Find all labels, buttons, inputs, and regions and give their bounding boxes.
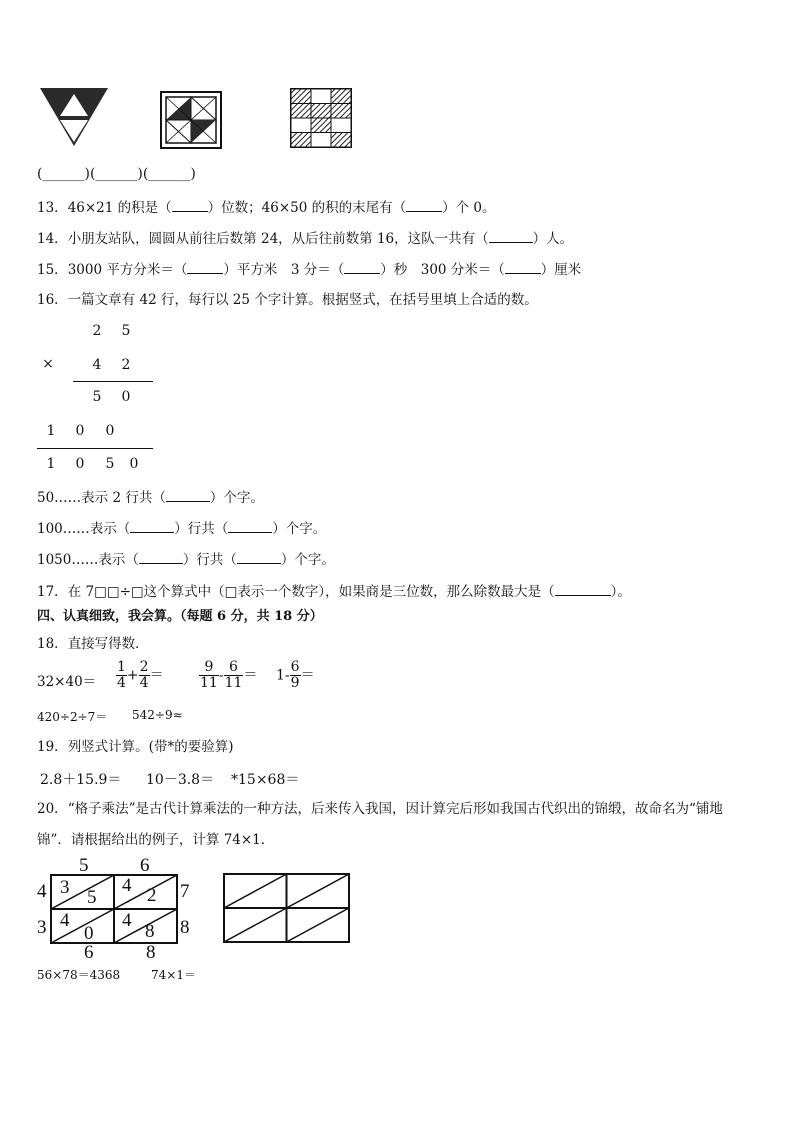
answer-blank-3[interactable]: ______ bbox=[148, 166, 191, 182]
question-18: 18．直接写得数． bbox=[37, 636, 149, 652]
figure-triangle bbox=[38, 86, 110, 148]
blank[interactable] bbox=[187, 261, 223, 274]
q19-expr-1: 2.8＋15.9＝ bbox=[40, 772, 122, 788]
q18-expr-1: 32×40＝ bbox=[37, 674, 97, 690]
q18-expr-4: 1- $\frac{6}{9}$ ＝ bbox=[276, 659, 315, 691]
question-14: 14．小朋友站队，圆圆从前往后数第 24，从后往前数第 16，这队一共有（ ）人。 bbox=[37, 231, 574, 247]
q19-expr-3: *15×68＝ bbox=[231, 772, 300, 788]
question-16: 16．一篇文章有 42 行，每行以 25 个字计算。根据竖式，在括号里填上合适的数。 bbox=[37, 292, 538, 308]
question-20-line2: 锦”．请根据给出的例子，计算 74×1． bbox=[37, 832, 275, 848]
blank[interactable] bbox=[555, 583, 611, 596]
q18-expr-3: $\frac{9}{11}$ - $\frac{6}{11}$ ＝ bbox=[200, 659, 258, 691]
q12-answer-row: (______)(______)(______) bbox=[37, 166, 196, 182]
figure-checker-grid bbox=[290, 88, 352, 148]
lattice-blank-grid[interactable] bbox=[223, 873, 350, 943]
blank[interactable] bbox=[406, 199, 442, 212]
q16-line-100: 100……表示（ ）行共（ ）个字。 bbox=[37, 521, 327, 537]
q16-line-50: 50……表示 2 行共（ ）个字。 bbox=[37, 490, 264, 506]
lattice-caption-example: 56×78＝4368 bbox=[37, 968, 121, 982]
blank[interactable] bbox=[344, 261, 380, 274]
question-19: 19．列竖式计算。(带*的要验算) bbox=[37, 739, 234, 755]
blank[interactable] bbox=[505, 261, 541, 274]
q16-line-1050: 1050……表示（ ）行共（ ）个字。 bbox=[37, 552, 335, 568]
answer-blank-1[interactable]: ______ bbox=[42, 166, 85, 182]
figure-square-diamond bbox=[160, 91, 222, 149]
q19-expr-2: 10－3.8＝ bbox=[146, 772, 215, 788]
question-20: 20．“格子乘法”是古代计算乘法的一种方法，后来传入我国，因计算完后形如我国古代织出的锦缎，故命名为“铺地 bbox=[37, 801, 723, 817]
question-13: 13．46×21 的积是（ ）位数；46×50 的积的末尾有（ ）个 0。 bbox=[37, 200, 496, 216]
question-15: 15．3000 平方分米＝（ ）平方米 3 分＝（ ）秒 300 分米＝（ ）厘米 bbox=[37, 262, 582, 278]
blank[interactable] bbox=[228, 520, 272, 533]
q18-expr-5: 420÷2÷7＝ bbox=[37, 710, 108, 724]
question-17: 17．在 7□□÷□这个算式中（□表示一个数字），如果商是三位数，那么除数最大是（ ）。 bbox=[37, 584, 631, 600]
blank[interactable] bbox=[172, 199, 208, 212]
blank[interactable] bbox=[139, 551, 183, 564]
answer-blank-2[interactable]: ______ bbox=[95, 166, 138, 182]
q18-expr-2: $\frac{1}{4}$ + $\frac{2}{4}$ ＝ bbox=[117, 659, 164, 691]
blank[interactable] bbox=[166, 489, 210, 502]
blank[interactable] bbox=[237, 551, 281, 564]
blank[interactable] bbox=[130, 520, 174, 533]
blank[interactable] bbox=[489, 230, 533, 243]
q18-expr-6: 542÷9≈ bbox=[132, 708, 183, 722]
section-4-title: 四、认真细致，我会算。（每题 6 分，共 18 分） bbox=[37, 609, 323, 624]
lattice-caption-task: 74×1＝ bbox=[151, 968, 196, 982]
